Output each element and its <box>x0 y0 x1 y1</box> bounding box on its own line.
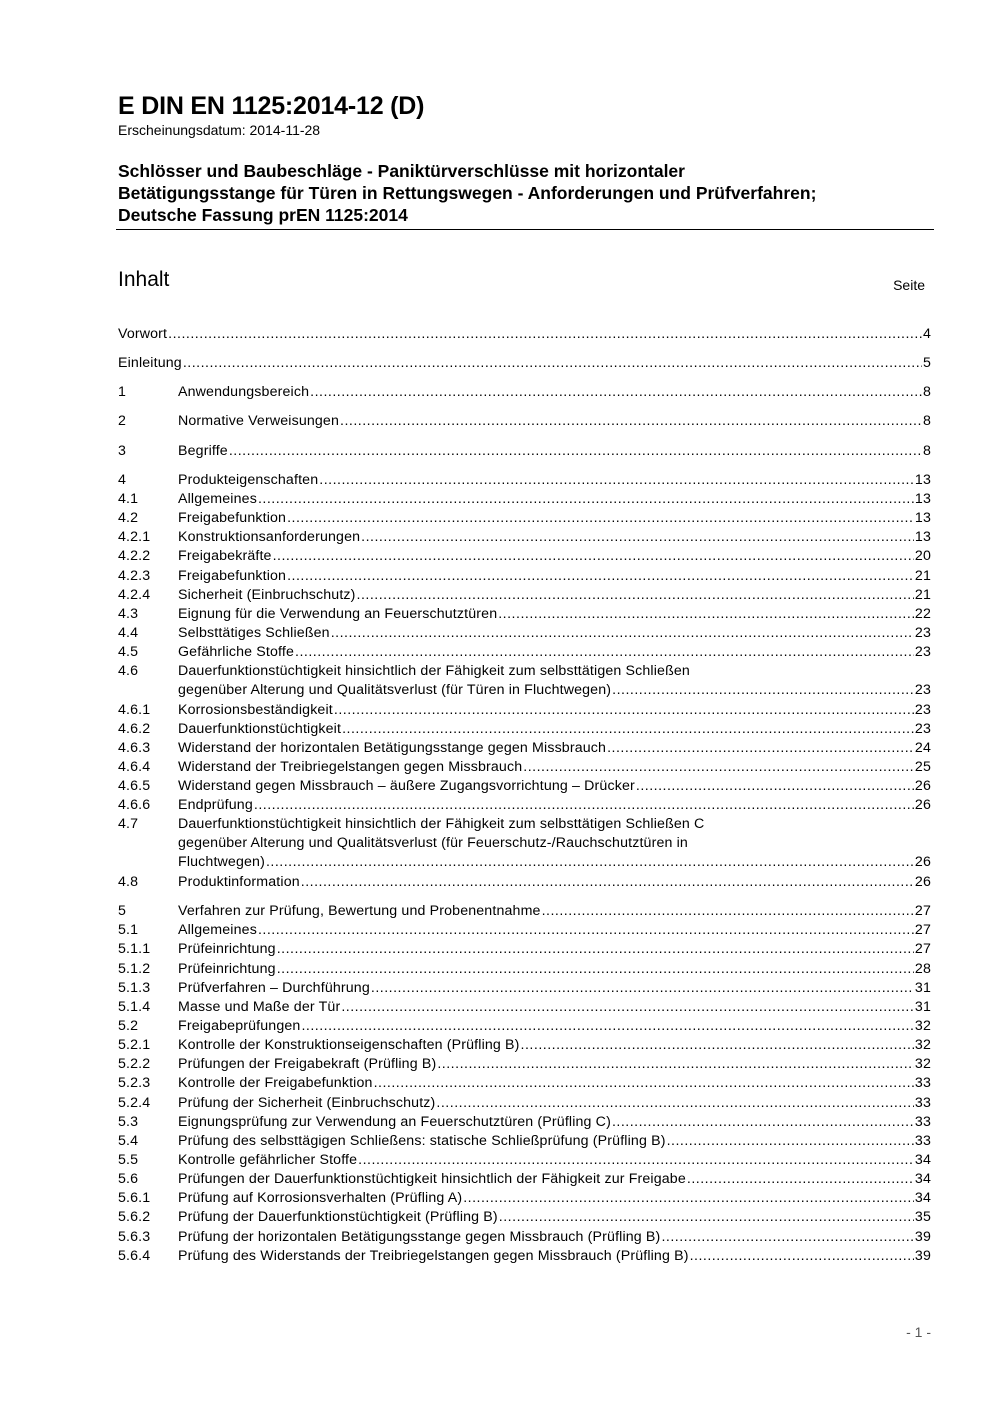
toc-entry[interactable] <box>118 720 931 739</box>
toc-entry-title: Prüfungen der Dauerfunktionstüchtigkeit hinsichtlich der Fähigkeit zur Freigabe <box>178 1171 686 1188</box>
toc-entry-body <box>118 1170 931 1189</box>
toc-entry-number: 5.3 <box>118 1113 139 1130</box>
toc-entry-number: 4.6.3 <box>118 739 151 756</box>
toc-entry-title: Prüfverfahren – Durchführung <box>178 979 370 996</box>
toc-entry-body <box>118 921 931 940</box>
toc-entry-page: 26 <box>914 854 931 871</box>
toc-entry-number: 2 <box>118 413 127 430</box>
toc-entry-body <box>118 605 931 624</box>
toc-entry[interactable] <box>118 471 931 490</box>
dot-leader <box>437 1055 914 1074</box>
toc-entry[interactable] <box>118 796 931 815</box>
toc-entry-title: Freigabekräfte <box>178 548 272 565</box>
toc-entry-title: Eignung für die Verwendung an Feuerschutztüren <box>178 605 498 622</box>
toc-entry-title: Prüfung des Widerstands der Treibriegelstangen gegen Missbrauch (Prüfling B) <box>178 1247 689 1264</box>
toc-entry-title: Widerstand der Treibriegelstangen gegen Missbrauch <box>178 759 523 775</box>
dot-leader <box>661 1228 913 1247</box>
dot-leader <box>374 1074 914 1093</box>
toc-entry-number: 5.6.4 <box>118 1247 151 1264</box>
toc-entry-page: 31 <box>914 979 931 996</box>
toc-entry-number: 4.2.4 <box>118 586 151 603</box>
toc-entry[interactable] <box>118 1208 931 1227</box>
toc-entry-title: Allgemeines <box>178 922 257 939</box>
toc-entry-number: 4 <box>118 471 127 488</box>
toc-entry-body <box>118 1208 931 1227</box>
toc-entry-body <box>118 586 931 605</box>
toc-entry-page: 34 <box>914 1190 931 1207</box>
toc-entry-title: Prüfung der horizontalen Betätigungsstange gegen Missbrauch (Prüfling B) <box>178 1228 661 1245</box>
toc-entry[interactable] <box>118 354 931 373</box>
toc-entry[interactable] <box>118 815 931 872</box>
toc-entry-page: 35 <box>914 1209 931 1226</box>
toc-entry-page: 24 <box>914 739 931 756</box>
toc-entry-title: Konstruktionsanforderungen <box>178 529 361 546</box>
dot-leader <box>301 1017 913 1036</box>
toc-entry-page: 39 <box>914 1247 931 1264</box>
dot-leader <box>521 1036 914 1055</box>
toc-entry-body <box>118 1074 931 1093</box>
toc-entry[interactable] <box>118 979 931 998</box>
toc-entry-number: 4.6.4 <box>118 759 151 775</box>
toc-entry-body <box>118 1094 931 1113</box>
dot-leader <box>499 1208 914 1227</box>
toc-entry-title: Allgemeines <box>178 490 257 507</box>
toc-entry-number: 4.4 <box>118 624 139 641</box>
toc-entry-body <box>118 1055 931 1074</box>
toc-entry-page: 23 <box>914 720 931 737</box>
toc-entry-page: 13 <box>914 490 931 507</box>
toc-entry-body <box>118 471 931 490</box>
toc-entry-page: 33 <box>914 1075 931 1092</box>
document-title-line: Betätigungsstange für Türen in Rettungswegen - Anforderungen und Prüfverfahren; <box>118 183 817 203</box>
toc-entry-number: 5.6.2 <box>118 1209 151 1226</box>
toc-entry-number: 5.1 <box>118 922 139 939</box>
toc-entry-title: Prüfung auf Korrosionsverhalten (Prüfling A) <box>178 1190 463 1207</box>
toc-entry[interactable] <box>118 1055 931 1074</box>
toc-entry[interactable] <box>118 567 931 586</box>
dot-leader <box>319 471 914 490</box>
toc-entry-page: 28 <box>914 960 931 977</box>
toc-entry-number: 4.2.1 <box>118 529 151 546</box>
dot-leader <box>340 412 922 431</box>
toc-entry-number: 5.1.4 <box>118 998 151 1015</box>
toc-entry-number: 5.2.2 <box>118 1056 151 1073</box>
toc-entry-number: 4.3 <box>118 605 139 622</box>
toc-entry-title: Prüfeinrichtung <box>178 941 276 958</box>
toc-entry-body <box>118 383 931 402</box>
toc-entry-page: 32 <box>914 1017 931 1034</box>
dot-leader <box>273 547 914 566</box>
toc-entry-title: Fluchtwegen) <box>178 854 265 871</box>
dot-leader <box>612 681 914 700</box>
toc-entry-number: 4.2.2 <box>118 548 151 565</box>
dot-leader <box>301 873 914 892</box>
toc-entry-body <box>118 1151 931 1170</box>
dot-leader <box>690 1247 914 1266</box>
document-title-line: Deutsche Fassung prEN 1125:2014 <box>118 205 408 225</box>
toc-entry-title: Masse und Maße der Tür <box>178 998 341 1015</box>
toc-entry-body <box>118 662 931 700</box>
toc-entry-page: 33 <box>914 1113 931 1130</box>
toc-entry-page: 34 <box>914 1152 931 1168</box>
toc-entry-title: Kontrolle gefährlicher Stoffe <box>178 1152 358 1168</box>
toc-entry[interactable] <box>118 1170 931 1189</box>
toc-entry-number: 4.1 <box>118 490 139 507</box>
dot-leader <box>498 605 914 624</box>
toc-entry-title: Begriffe <box>178 442 228 459</box>
toc-entry-title: Produktinformation <box>178 873 300 890</box>
toc-entry-title: Selbsttätiges Schließen <box>178 624 330 641</box>
toc-entry-title: Prüfung der Sicherheit (Einbruchschutz) <box>178 1094 436 1111</box>
toc-entry-body <box>118 325 931 344</box>
dot-leader <box>229 442 922 461</box>
toc-entry-title: Freigabefunktion <box>178 567 287 584</box>
toc-entry-body <box>118 490 931 509</box>
toc-entry-page: 33 <box>914 1132 931 1149</box>
toc-entry-page: 34 <box>914 1171 931 1188</box>
toc-entry-body <box>118 624 931 643</box>
toc-entry[interactable] <box>118 758 931 777</box>
toc-entry[interactable] <box>118 1189 931 1208</box>
dot-leader <box>542 902 914 921</box>
toc-entry-page: 23 <box>914 624 931 641</box>
toc-entry[interactable] <box>118 1036 931 1055</box>
toc-entry-title: Freigabefunktion <box>178 510 287 527</box>
toc-entry-body <box>118 354 931 373</box>
toc-entry-body <box>118 1228 931 1247</box>
toc-entry-number: 5.2.1 <box>118 1037 151 1054</box>
footer-page-number: - 1 - <box>906 1324 931 1340</box>
dot-leader <box>277 940 914 959</box>
toc-entry-body <box>118 777 931 796</box>
toc-entry-page: 5 <box>922 355 931 372</box>
toc-entry-number: 4.2.3 <box>118 567 151 584</box>
toc-entry-page: 23 <box>914 682 931 699</box>
toc-entry-body <box>118 547 931 566</box>
toc-entry-page: 27 <box>914 903 931 920</box>
toc-entry-page: 26 <box>914 873 931 890</box>
toc-entry-title: Sicherheit (Einbruchschutz) <box>178 586 356 603</box>
toc-entry-page: 39 <box>914 1228 931 1245</box>
toc-entry[interactable] <box>118 1247 931 1266</box>
toc-entry-page: 25 <box>914 759 931 775</box>
dot-leader <box>287 509 914 528</box>
toc-entry[interactable] <box>118 1094 931 1113</box>
toc-entry-body <box>118 998 931 1017</box>
toc-entry[interactable] <box>118 960 931 979</box>
toc-entry-title: Gefährliche Stoffe <box>178 644 295 661</box>
toc-entry-number: 3 <box>118 442 127 459</box>
toc-entry[interactable] <box>118 412 931 431</box>
toc-entry-body <box>118 960 931 979</box>
dot-leader <box>342 720 914 739</box>
toc-entry-body <box>118 720 931 739</box>
dot-leader <box>612 1113 914 1132</box>
toc-entry-page: 8 <box>922 384 931 401</box>
toc-entry-body <box>118 509 931 528</box>
toc-entry-number: 5.5 <box>118 1152 139 1168</box>
toc-entry[interactable] <box>118 739 931 758</box>
toc-entry-title: Kontrolle der Freigabefunktion <box>178 1075 373 1092</box>
toc-entry[interactable] <box>118 873 931 892</box>
dot-leader <box>295 643 914 662</box>
toc-entry-number: 1 <box>118 384 127 401</box>
dot-leader <box>168 325 922 344</box>
toc-entry-number: 5.2.3 <box>118 1075 151 1092</box>
toc-entry[interactable] <box>118 586 931 605</box>
toc-entry-number: 4.6.1 <box>118 701 151 718</box>
dot-leader <box>334 701 914 720</box>
toc-entry-body <box>118 873 931 892</box>
toc-entry[interactable] <box>118 547 931 566</box>
toc-entry[interactable] <box>118 490 931 509</box>
toc-entry-number: 5.6.3 <box>118 1228 151 1245</box>
toc-entry-page: 23 <box>914 701 931 718</box>
toc-entry-title: Einleitung <box>118 355 182 372</box>
dot-leader <box>636 777 914 796</box>
toc-entry-title-line: Dauerfunktionstüchtigkeit hinsichtlich der Fähigkeit zum selbsttätigen Schließen <box>178 663 690 680</box>
toc-entry-title: Widerstand gegen Missbrauch – äußere Zugangsvorrichtung – Drücker <box>178 778 635 795</box>
dot-leader <box>523 758 914 777</box>
toc-entry[interactable] <box>118 509 931 528</box>
toc-entry[interactable] <box>118 624 931 643</box>
dot-leader <box>266 853 914 872</box>
toc-entry[interactable] <box>118 442 931 461</box>
toc-entry-body <box>118 739 931 758</box>
toc-entry-page: 27 <box>914 941 931 958</box>
toc-entry-number: 4.6 <box>118 663 139 680</box>
dot-leader <box>258 490 914 509</box>
toc-entry-number: 4.8 <box>118 873 139 890</box>
toc-entry-body <box>118 758 931 777</box>
toc-entry-page: 23 <box>914 644 931 661</box>
toc-entry[interactable] <box>118 605 931 624</box>
toc-entry-number: 5.2 <box>118 1017 139 1034</box>
dot-leader <box>436 1094 913 1113</box>
toc-entry-number: 4.6.5 <box>118 778 151 795</box>
toc-entry-number: 5.6 <box>118 1171 139 1188</box>
toc-entry-body <box>118 979 931 998</box>
toc-entry-title: Verfahren zur Prüfung, Bewertung und Probenentnahme <box>178 903 541 920</box>
toc-entry-page: 8 <box>922 413 931 430</box>
toc-entry-body <box>118 701 931 720</box>
toc-entry-body <box>118 1113 931 1132</box>
toc-heading: Inhalt <box>118 268 170 291</box>
toc-entry[interactable] <box>118 777 931 796</box>
toc-entry-title: Prüfeinrichtung <box>178 960 276 977</box>
toc-entry-number: 4.6.2 <box>118 720 151 737</box>
dot-leader <box>358 1151 914 1170</box>
toc-entry[interactable] <box>118 1228 931 1247</box>
toc-entry-body <box>118 815 931 872</box>
toc-entry[interactable] <box>118 998 931 1017</box>
dot-leader <box>371 979 914 998</box>
toc-entry-number: 4.6.6 <box>118 797 151 814</box>
toc-entry[interactable] <box>118 662 931 700</box>
toc-entry-title: Korrosionsbeständigkeit <box>178 701 333 718</box>
toc-entry-title: Vorwort <box>118 326 168 342</box>
toc-entry[interactable] <box>118 921 931 940</box>
toc-entry-page: 21 <box>914 567 931 584</box>
dot-leader <box>687 1170 914 1189</box>
toc-entry-page: 27 <box>914 922 931 939</box>
table-of-contents <box>118 0 931 1403</box>
toc-entry[interactable] <box>118 325 931 344</box>
dot-leader <box>287 567 914 586</box>
dot-leader <box>277 960 914 979</box>
dot-leader <box>183 354 922 373</box>
dot-leader <box>463 1189 914 1208</box>
toc-entry-number: 4.7 <box>118 816 139 833</box>
toc-entry[interactable] <box>118 1132 931 1151</box>
toc-entry-page: 26 <box>914 778 931 795</box>
toc-entry-page: 20 <box>914 548 931 565</box>
toc-entry-page: 22 <box>914 605 931 622</box>
toc-entry[interactable] <box>118 1113 931 1132</box>
toc-entry[interactable] <box>118 1151 931 1170</box>
toc-entry-body <box>118 1189 931 1208</box>
toc-entry-number: 4.2 <box>118 510 139 527</box>
toc-entry-page: 32 <box>914 1037 931 1054</box>
toc-entry[interactable] <box>118 528 931 547</box>
toc-entry-number: 5.2.4 <box>118 1094 151 1111</box>
dot-leader <box>254 796 914 815</box>
toc-entry-number: 4.5 <box>118 644 139 661</box>
toc-entry[interactable] <box>118 701 931 720</box>
toc-entry-body <box>118 902 931 921</box>
toc-entry-page: 4 <box>922 326 931 342</box>
toc-entry-number: 5.4 <box>118 1132 139 1149</box>
toc-entry-page: 13 <box>914 510 931 527</box>
toc-entry-body <box>118 567 931 586</box>
toc-entry-title: Kontrolle der Konstruktionseigenschaften (Prüfling B) <box>178 1037 520 1054</box>
dot-leader <box>667 1132 914 1151</box>
toc-entry-page: 13 <box>914 529 931 546</box>
dot-leader <box>361 528 914 547</box>
dot-leader <box>258 921 914 940</box>
toc-entry-body <box>118 643 931 662</box>
toc-entry-title: Dauerfunktionstüchtigkeit <box>178 720 342 737</box>
toc-entry-title: Freigabeprüfungen <box>178 1017 301 1034</box>
toc-entry[interactable] <box>118 940 931 959</box>
toc-entry-title: Normative Verweisungen <box>178 413 340 430</box>
toc-entry-number: 5 <box>118 903 127 920</box>
dot-leader <box>331 624 914 643</box>
toc-entry-body <box>118 1017 931 1036</box>
toc-entry-body <box>118 1132 931 1151</box>
toc-entry-title: Prüfung der Dauerfunktionstüchtigkeit (Prüfling B) <box>178 1209 498 1226</box>
toc-entry[interactable] <box>118 1074 931 1093</box>
toc-entry-body <box>118 528 931 547</box>
dot-leader <box>341 998 914 1017</box>
dot-leader <box>607 739 914 758</box>
toc-entry-number: 5.6.1 <box>118 1190 151 1207</box>
toc-entry[interactable] <box>118 643 931 662</box>
document-id: E DIN EN 1125:2014-12 (D) <box>118 92 425 120</box>
toc-entry-body <box>118 412 931 431</box>
document-title-line: Schlösser und Baubeschläge - Paniktürverschlüsse mit horizontaler <box>118 161 685 181</box>
publication-date: Erscheinungsdatum: 2014-11-28 <box>118 122 321 138</box>
toc-entry-page: 33 <box>914 1094 931 1111</box>
toc-entry-title: Prüfung des selbsttägigen Schließens: statische Schließprüfung (Prüfling B) <box>178 1132 666 1149</box>
toc-entry-page: 31 <box>914 998 931 1015</box>
toc-entry-title: Anwendungsbereich <box>178 384 310 401</box>
dot-leader <box>357 586 914 605</box>
toc-entry-title-line: Dauerfunktionstüchtigkeit hinsichtlich der Fähigkeit zum selbsttätigen Schließen C <box>178 816 705 833</box>
toc-entry-title: gegenüber Alterung und Qualitätsverlust (für Türen in Fluchtwegen) <box>178 682 612 699</box>
toc-entry-body <box>118 940 931 959</box>
toc-entry[interactable] <box>118 1017 931 1036</box>
toc-entry-body <box>118 1036 931 1055</box>
toc-entry-page: 21 <box>914 586 931 603</box>
toc-entry-body <box>118 1247 931 1266</box>
toc-page-label: Seite <box>893 277 925 293</box>
toc-entry-body <box>118 442 931 461</box>
toc-entry-title: Prüfungen der Freigabekraft (Prüfling B) <box>178 1056 437 1073</box>
toc-entry-title: Eignungsprüfung zur Verwendung an Feuerschutztüren (Prüfling C) <box>178 1113 611 1130</box>
toc-entry-title: Endprüfung <box>178 797 253 814</box>
toc-entry[interactable] <box>118 383 931 402</box>
toc-entry-title-line: gegenüber Alterung und Qualitätsverlust (für Feuerschutz-/Rauchschutztüren in <box>178 835 688 852</box>
toc-entry-page: 26 <box>914 797 931 814</box>
toc-entry[interactable] <box>118 902 931 921</box>
toc-entry-body <box>118 796 931 815</box>
dot-leader <box>310 383 922 402</box>
toc-entry-number: 5.1.1 <box>118 941 151 958</box>
toc-entry-page: 8 <box>922 442 931 459</box>
toc-entry-number: 5.1.2 <box>118 960 151 977</box>
toc-entry-title: Produkteigenschaften <box>178 471 319 488</box>
toc-entry-title: Widerstand der horizontalen Betätigungsstange gegen Missbrauch <box>178 739 607 756</box>
toc-entry-page: 32 <box>914 1056 931 1073</box>
toc-entry-page: 13 <box>914 471 931 488</box>
toc-entry-number: 5.1.3 <box>118 979 151 996</box>
